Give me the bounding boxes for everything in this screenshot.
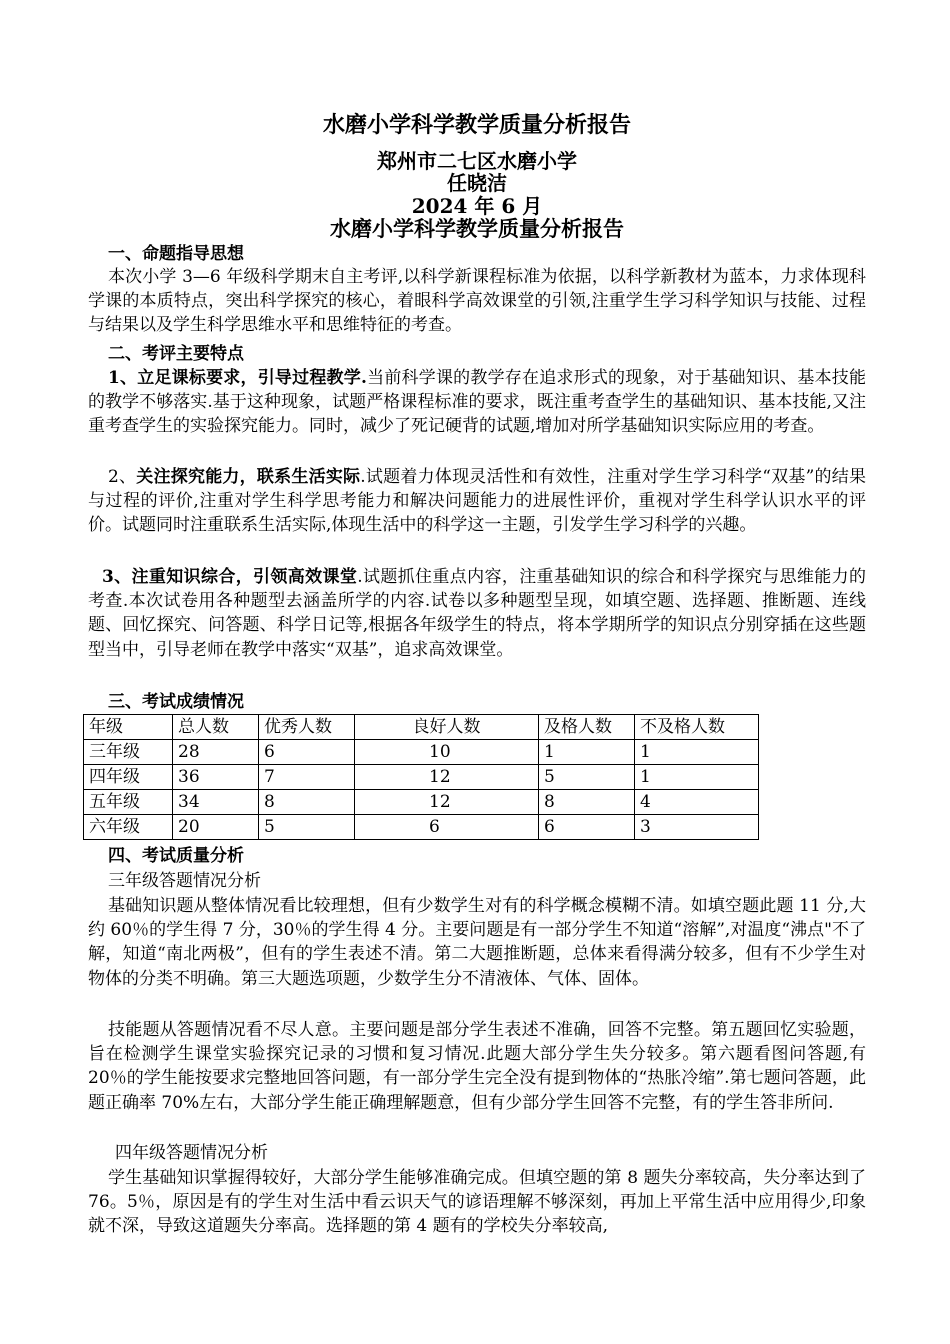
table-cell: 12 [355, 790, 539, 815]
table-row [84, 740, 759, 765]
table-cell: 10 [355, 740, 539, 765]
table-row [84, 815, 759, 840]
table-cell: 三年级 [84, 740, 173, 765]
table-cell: 五年级 [84, 790, 173, 815]
table-cell: 6 [539, 815, 635, 840]
section-2-paragraph-2 [88, 465, 866, 538]
section-heading-3: 三、考试成绩情况 [108, 692, 244, 712]
report-title: 水磨小学科学教学质量分析报告 [322, 112, 631, 138]
column-header: 年级 [84, 715, 173, 740]
column-header: 优秀人数 [259, 715, 355, 740]
table-cell: 6 [355, 815, 539, 840]
column-header: 不及格人数 [635, 715, 759, 740]
table-cell: 1 [539, 740, 635, 765]
table-cell: 28 [173, 740, 259, 765]
table-header-row [84, 715, 759, 740]
column-header: 良好人数 [355, 715, 539, 740]
table-cell: 12 [355, 765, 539, 790]
section-2-paragraph-1 [88, 366, 866, 439]
grade-3-paragraph-1: 基础知识题从整体情况看比较理想，但有少数学生对有的科学概念模糊不清。如填空题此题 11 分,大约 60％的学生得 7 分，30％的学生得 4 分。主要问题是有一部分学生不知道“溶解”,对温度“沸点"不了解，知道“南北两极”，但有的学生表述不清。第二大题推断题，总体来看得满分较多，但有不少学生对物体的分类不明确。第三大题选项题，少数学生分不清液体、气体、固体。 [88, 896, 866, 989]
table-cell: 3 [635, 815, 759, 840]
table-cell: 5 [539, 765, 635, 790]
table-row [84, 765, 759, 790]
grade-3-subheading: 三年级答题情况分析 [108, 871, 261, 891]
table-cell: 六年级 [84, 815, 173, 840]
point-3-bold: 3、注重知识综合，引领高效课堂 [102, 567, 358, 587]
column-header: 及格人数 [539, 715, 635, 740]
table-cell: 36 [173, 765, 259, 790]
report-title-repeat: 水磨小学科学教学质量分析报告 [330, 216, 624, 241]
table-cell: 1 [635, 740, 759, 765]
grade-4-paragraph-1: 学生基础知识掌握得较好，大部分学生能够准确完成。但填空题的第 8 题失分率较高，失分率达到了 76。5％，原因是有的学生对生活中看云识天气的谚语理解不够深刻，再加上平常生活中应用得少,印象就不深，导致这道题失分率高。选择题的第 4 题有的学校失分率较高, [88, 1168, 866, 1237]
table-cell: 四年级 [84, 765, 173, 790]
point-2-prefix: 2、 [108, 467, 137, 487]
table-cell: 1 [635, 765, 759, 790]
section-heading-4: 四、考试质量分析 [108, 846, 244, 866]
table-cell: 6 [259, 740, 355, 765]
author-name: 任晓洁 [447, 171, 507, 195]
table-cell: 20 [173, 815, 259, 840]
table-row [84, 790, 759, 815]
point-3-text: .试题抓住重点内容，注重基础知识的综合和科学探究与思维能力的考查.本次试卷用各种题型去涵盖所学的内容.试卷以多种题型呈现，如填空题、选择题、推断题、连线题、回忆探究、问答题、科学日记等,根据各年级学生的特点，将本学期所学的知识点分别穿插在这些题型当中，引导老师在教学中落实“双基”，追求高效课堂。 [88, 567, 866, 660]
school-name: 郑州市二七区水磨小学 [377, 149, 577, 173]
section-2-paragraph-3 [88, 565, 866, 662]
grade-3-paragraph-2: 技能题从答题情况看不尽人意。主要问题是部分学生表述不准确，回答不完整。第五题回忆实验题，旨在检测学生课堂实验探究记录的习惯和复习情况.此题大部分学生失分较多。第六题看图问答题,有 20％的学生能按要求完整地回答问题，有一部分学生完全没有提到物体的“热胀冷缩”.第七题问答题，此题正确率 70%左右，大部分学生能正确理解题意，但有少部分学生回答不完整，有的学生答非所问. [88, 1020, 866, 1113]
table-cell: 7 [259, 765, 355, 790]
section-1-paragraph: 本次小学 3—6 年级科学期末自主考评,以科学新课程标准为依据，以科学新教材为蓝本，力求体现科学课的本质特点，突出科学探究的核心，着眼科学高效课堂的引领,注重学生学习科学知识与技能、过程与结果以及学生科学思维水平和思维特征的考查。 [88, 267, 866, 336]
grade-4-subheading: 四年级答题情况分析 [115, 1143, 268, 1163]
point-2-text: .试题着力体现灵活性和有效性，注重对学生学习科学“双基”的结果与过程的评价,注重对学生科学思考能力和解决问题能力的进展性评价，重视对学生科学认识水平的评价。试题同时注重联系生活实际,体现生活中的科学这一主题，引发学生学习科学的兴趣。 [88, 467, 866, 536]
point-1-text: 当前科学课的教学存在追求形式的现象，对于基础知识、基本技能的教学不够落实.基于这种现象，试题严格课程标准的要求，既注重考查学生的基础知识、基本技能,又注重考查学生的实验探究能力。同时，减少了死记硬背的试题,增加对所学基础知识实际应用的考查。 [88, 368, 867, 437]
point-1-bold: 1、立足课标要求，引导过程教学. [108, 368, 367, 388]
scores-table [83, 714, 759, 840]
column-header: 总人数 [173, 715, 259, 740]
table-cell: 8 [259, 790, 355, 815]
table-cell: 4 [635, 790, 759, 815]
point-2-bold: 关注探究能力，联系生活实际 [136, 467, 361, 487]
section-heading-1: 一、命题指导思想 [108, 244, 244, 264]
table-cell: 8 [539, 790, 635, 815]
table-cell: 5 [259, 815, 355, 840]
report-date: 2024 年 6 月 [411, 194, 543, 218]
table-cell: 34 [173, 790, 259, 815]
section-heading-2: 二、考评主要特点 [108, 344, 244, 364]
